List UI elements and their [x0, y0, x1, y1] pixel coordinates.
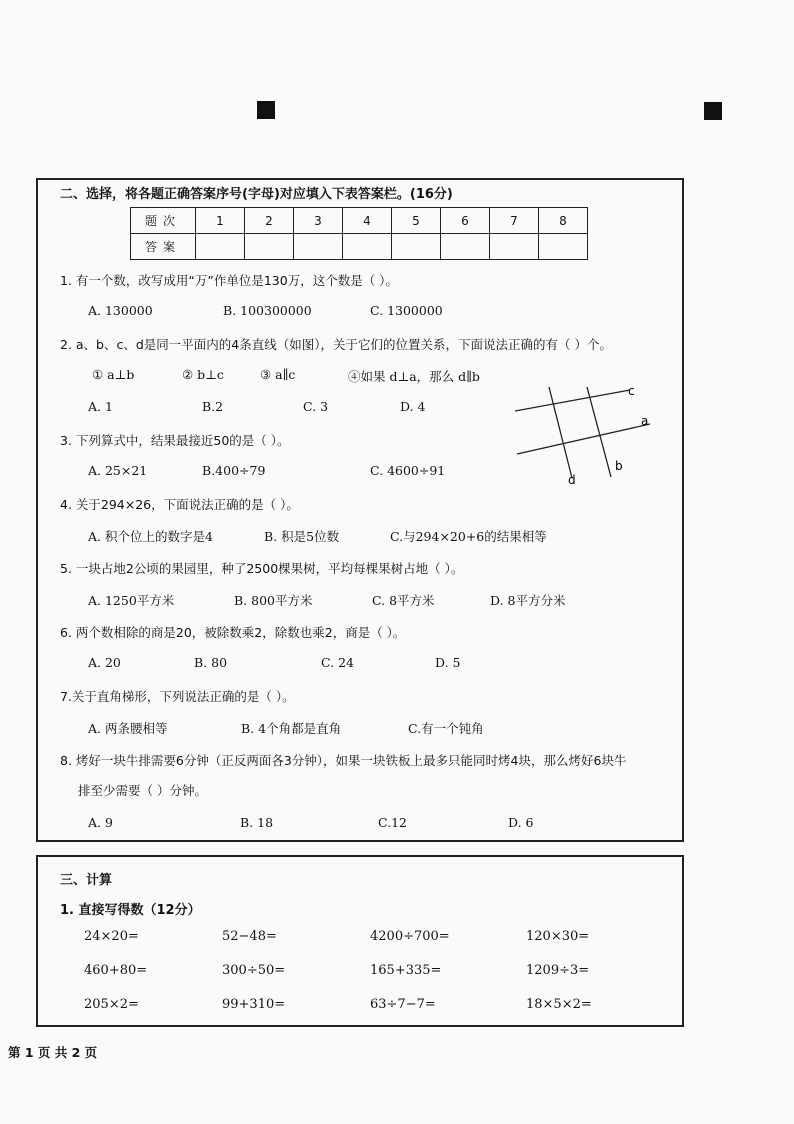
question-number: 6	[441, 208, 490, 234]
question-8-continued: 排至少需要（ ）分钟。	[78, 783, 207, 798]
statement-2: ② b⊥c	[182, 367, 224, 382]
question-1: 1. 有一个数，改写成用“万”作单位是130万，这个数是（ ）。	[60, 273, 398, 288]
option-b: B.2	[202, 399, 224, 414]
answer-table-answer-row	[131, 234, 588, 260]
option-b: B. 积是5位数	[264, 529, 340, 544]
option-c: C. 1300000	[370, 303, 443, 318]
section-title: 二、选择，将各题正确答案序号(字母)对应填入下表答案栏。(16分)	[60, 187, 453, 202]
line-c	[515, 390, 630, 411]
label-a: a	[641, 414, 649, 428]
statement-1: ① a⊥b	[92, 367, 135, 382]
question-number: 8	[539, 208, 588, 234]
option-c: C. 4600÷91	[370, 463, 446, 478]
option-c: C.12	[378, 815, 407, 830]
answer-cell[interactable]	[490, 234, 539, 260]
line-b	[587, 387, 611, 477]
option-a: A. 130000	[88, 303, 153, 318]
option-b: B. 100300000	[223, 303, 312, 318]
calc-item: 460+80=	[84, 963, 148, 978]
question-7: 7.关于直角梯形，下列说法正确的是（ ）。	[60, 689, 295, 704]
question-4: 4. 关于294×26，下面说法正确的是（ ）。	[60, 497, 299, 512]
option-b: B. 800平方米	[234, 593, 313, 608]
answer-cell[interactable]	[392, 234, 441, 260]
question-number: 2	[245, 208, 294, 234]
calc-item: 120×30=	[526, 929, 590, 944]
section-title: 三、计算	[60, 873, 113, 888]
calc-item: 4200÷700=	[370, 929, 450, 944]
answer-header: 答案	[131, 234, 196, 260]
calc-item: 63÷7−7=	[370, 997, 436, 1012]
question-number: 1	[196, 208, 245, 234]
calc-item: 18×5×2=	[526, 997, 592, 1012]
answer-table	[130, 207, 588, 260]
option-a: A. 两条腰相等	[88, 721, 168, 736]
answer-cell[interactable]	[539, 234, 588, 260]
calc-item: 300÷50=	[222, 963, 286, 978]
answer-cell[interactable]	[245, 234, 294, 260]
option-c: C. 8平方米	[372, 593, 435, 608]
option-a: A. 积个位上的数字是4	[88, 529, 213, 544]
option-b: B. 80	[194, 655, 228, 670]
label-d: d	[568, 473, 576, 485]
question-number: 5	[392, 208, 441, 234]
option-a: A. 1	[88, 399, 113, 414]
calc-item: 99+310=	[222, 997, 286, 1012]
answer-cell[interactable]	[294, 234, 343, 260]
option-c: C.有一个钝角	[408, 721, 484, 736]
answer-cell[interactable]	[196, 234, 245, 260]
question-number: 3	[294, 208, 343, 234]
option-d: D. 8平方分米	[490, 593, 566, 608]
question-6: 6. 两个数相除的商是20，被除数乘2，除数也乘2，商是（ ）。	[60, 625, 406, 640]
registration-mark-left	[257, 101, 275, 119]
statement-3: ③ a∥c	[260, 367, 296, 382]
question-2: 2. a、b、c、d是同一平面内的4条直线（如图），关于它们的位置关系，下面说法正确的有（ ）个。	[60, 337, 612, 352]
question-3: 3. 下列算式中，结果最接近50的是（ ）。	[60, 433, 290, 448]
option-c: C. 24	[321, 655, 354, 670]
statement-4: ④如果 d⊥a，那么 d∥b	[348, 369, 480, 384]
section-subtitle: 1. 直接写得数（12分）	[60, 903, 201, 918]
option-a: A. 9	[88, 815, 113, 830]
question-number-header: 题次	[131, 208, 196, 234]
option-a: A. 25×21	[88, 463, 148, 478]
option-d: D. 6	[508, 815, 534, 830]
calc-item: 52−48=	[222, 929, 277, 944]
answer-cell[interactable]	[441, 234, 490, 260]
option-d: D. 4	[400, 399, 426, 414]
calc-item: 165+335=	[370, 963, 442, 978]
option-a: A. 20	[88, 655, 121, 670]
four-lines-figure	[515, 385, 655, 485]
option-b: B. 4个角都是直角	[241, 721, 342, 736]
option-b: B. 18	[240, 815, 274, 830]
registration-mark-right	[704, 102, 722, 120]
question-number: 4	[343, 208, 392, 234]
label-b: b	[615, 459, 623, 473]
answer-table-header-row	[131, 208, 588, 234]
question-5: 5. 一块占地2公顷的果园里，种了2500棵果树，平均每棵果树占地（ ）。	[60, 561, 464, 576]
line-a	[517, 424, 650, 454]
option-c: C. 3	[303, 399, 329, 414]
calc-item: 205×2=	[84, 997, 139, 1012]
question-number: 7	[490, 208, 539, 234]
option-c: C.与294×20+6的结果相等	[390, 529, 547, 544]
answer-cell[interactable]	[343, 234, 392, 260]
label-c: c	[628, 385, 635, 398]
calc-item: 24×20=	[84, 929, 139, 944]
section-multiple-choice	[36, 178, 684, 842]
page-footer: 第 1 页 共 2 页	[8, 1045, 98, 1060]
calc-item: 1209÷3=	[526, 963, 590, 978]
question-8: 8. 烤好一块牛排需要6分钟（正反两面各3分钟），如果一块铁板上最多只能同时烤4块，那么烤好6块牛	[60, 753, 627, 768]
option-b: B.400÷79	[202, 463, 266, 478]
section-calculation	[36, 855, 684, 1027]
option-a: A. 1250平方米	[88, 593, 175, 608]
option-d: D. 5	[435, 655, 461, 670]
